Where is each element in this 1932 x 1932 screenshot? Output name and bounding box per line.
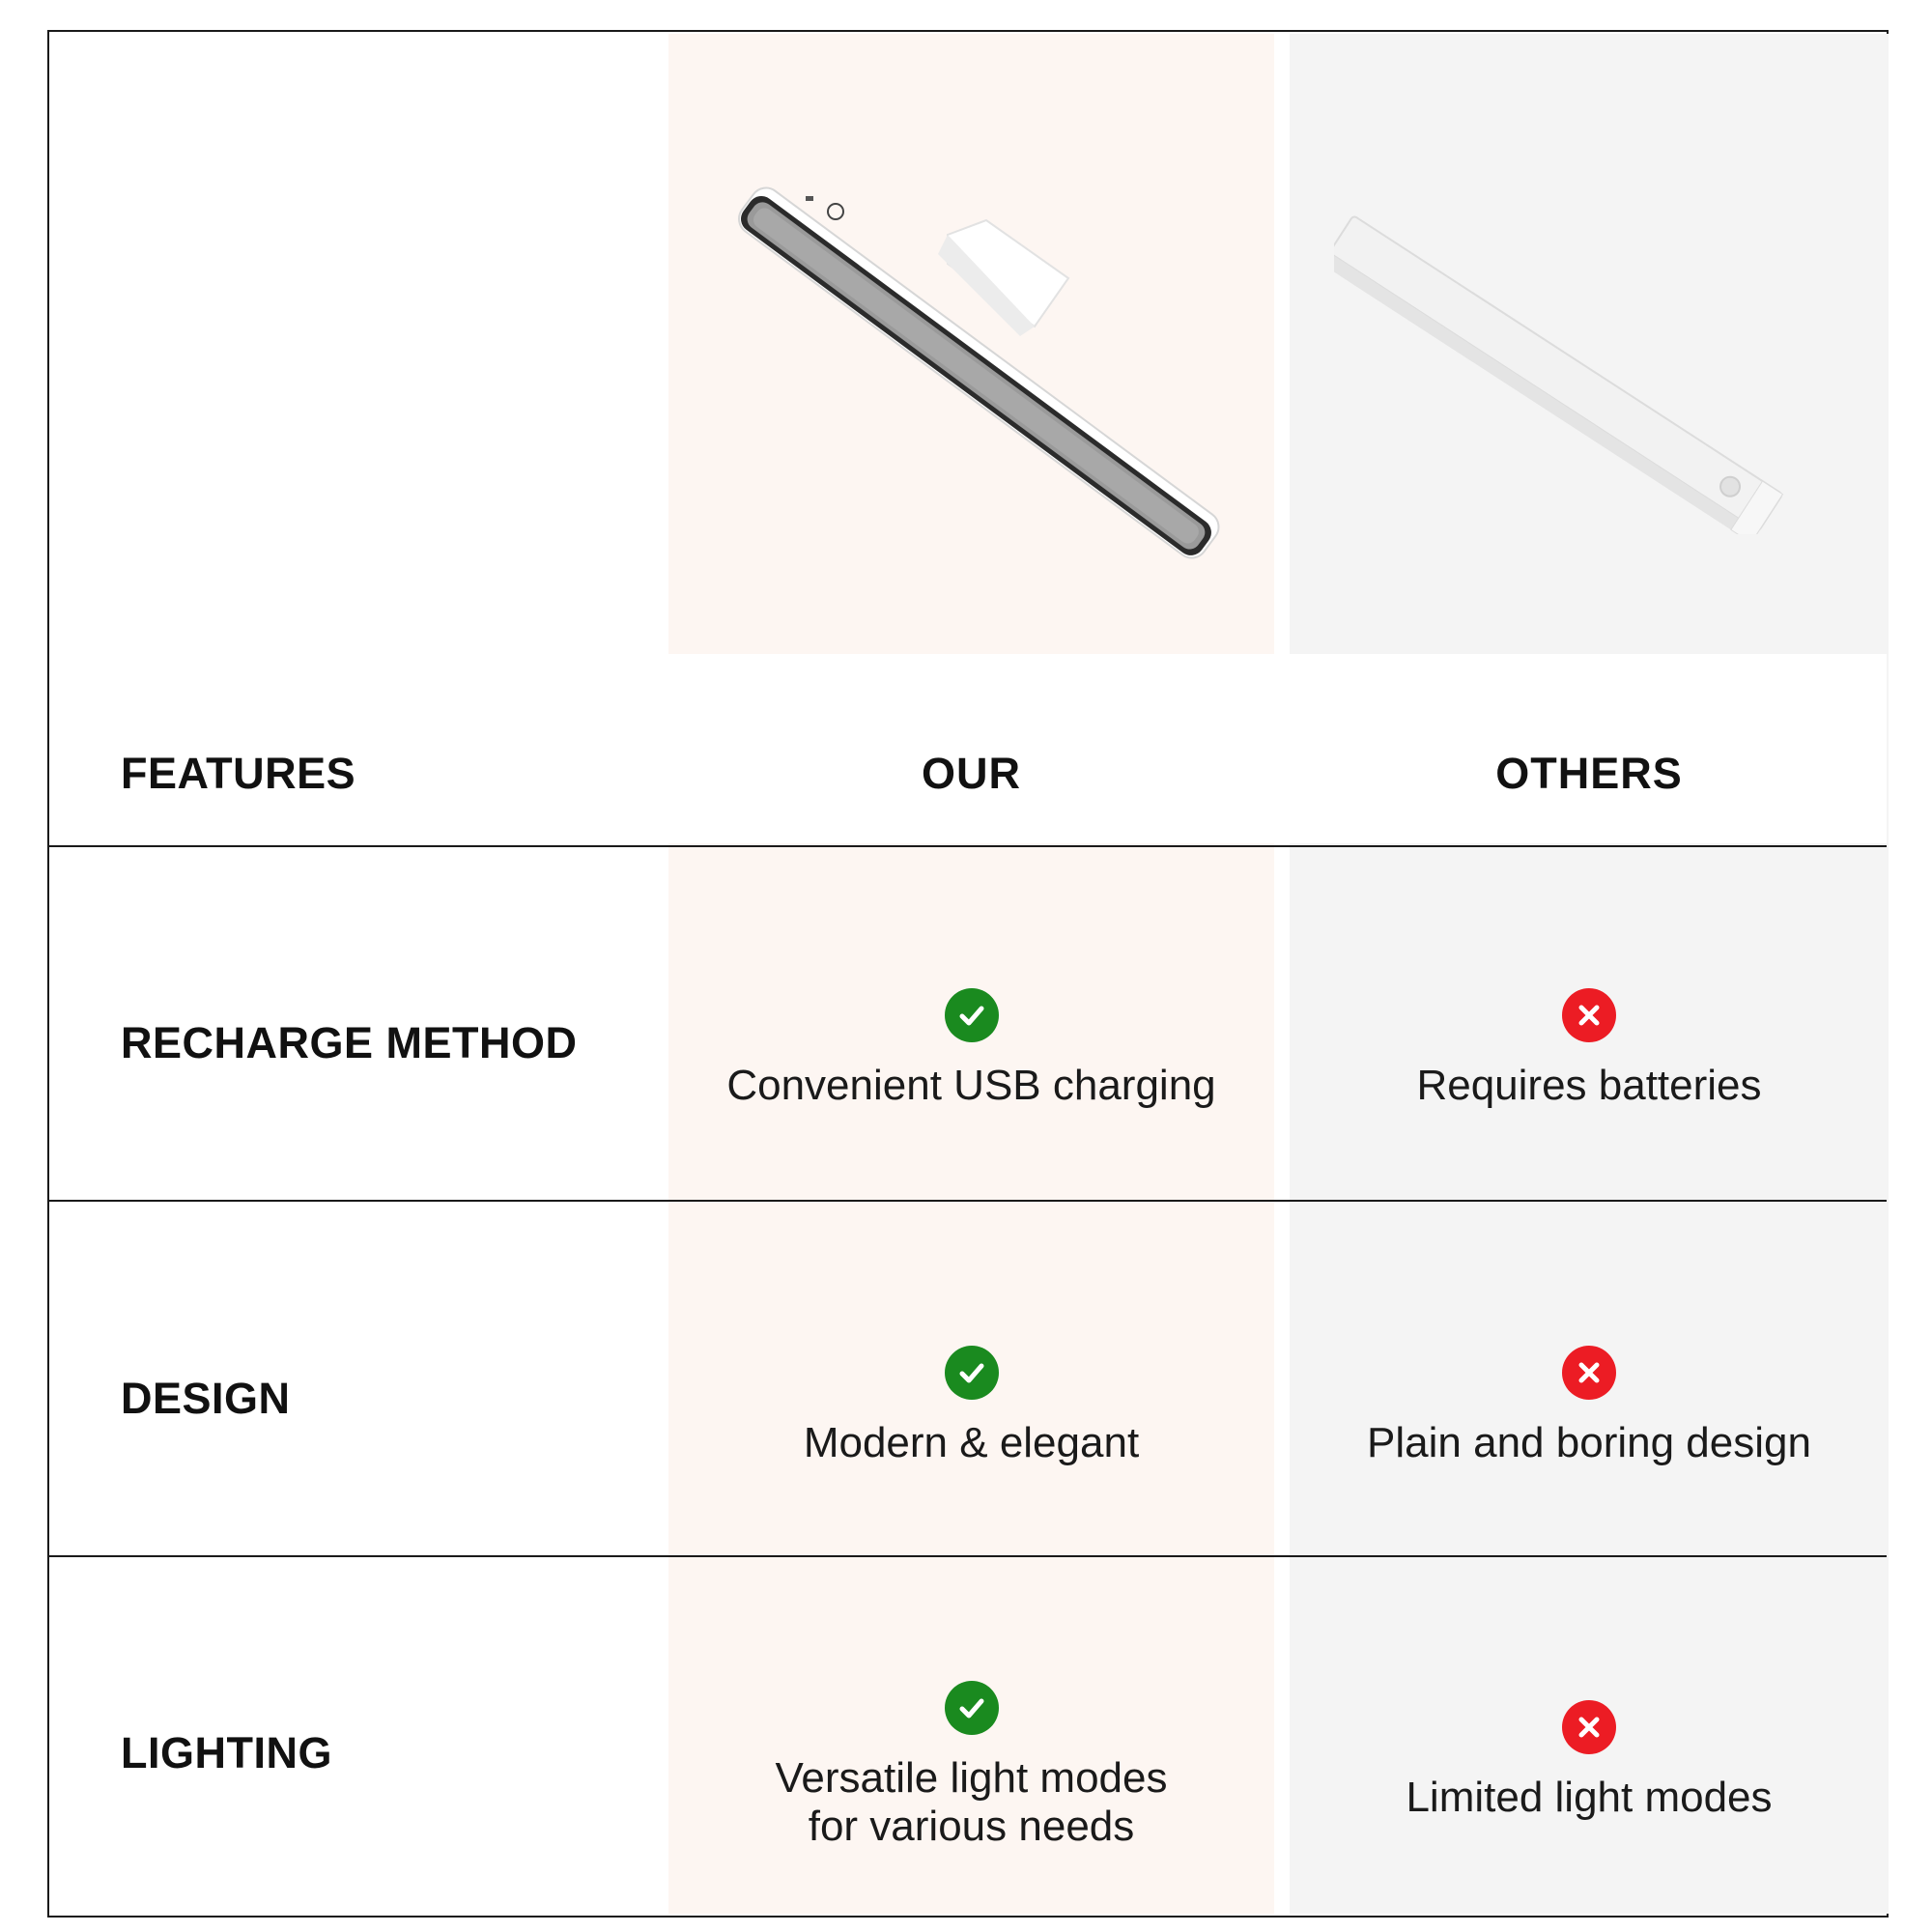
- our-design-cell: [668, 1346, 1274, 1467]
- row-divider: [49, 1200, 1887, 1202]
- feature-label-lighting: LIGHTING: [121, 1728, 332, 1777]
- feature-label-recharge-method: RECHARGE METHOD: [121, 1018, 578, 1067]
- check-circle-icon: [945, 1681, 999, 1735]
- our-product-image: [706, 119, 1305, 621]
- our-lighting-text-line1: Versatile light modes: [775, 1754, 1168, 1802]
- our-lighting-cell: [668, 1681, 1274, 1851]
- others-lighting-text: Limited light modes: [1406, 1774, 1773, 1821]
- check-circle-icon: [945, 1346, 999, 1400]
- others-product-image: [1334, 186, 1904, 534]
- others-lighting-cell: [1290, 1700, 1889, 1822]
- x-circle-icon: [1562, 1700, 1616, 1754]
- x-circle-icon: [1562, 1346, 1616, 1400]
- our-recharge-text: Convenient USB charging: [726, 1062, 1216, 1109]
- others-design-cell: [1290, 1346, 1889, 1467]
- our-design-text: Modern & elegant: [803, 1419, 1140, 1466]
- check-circle-icon: [945, 988, 999, 1042]
- feature-label-design: DESIGN: [121, 1374, 291, 1423]
- our-recharge-cell: [668, 988, 1274, 1110]
- comparison-table: [47, 30, 1889, 1918]
- others-column-header: OTHERS: [1495, 749, 1683, 798]
- our-column-header: OUR: [922, 749, 1021, 798]
- row-divider: [49, 845, 1887, 847]
- row-divider: [49, 1555, 1887, 1557]
- x-circle-icon: [1562, 988, 1616, 1042]
- others-design-text: Plain and boring design: [1367, 1419, 1811, 1466]
- others-recharge-text: Requires batteries: [1416, 1062, 1762, 1109]
- our-lighting-text-line2: for various needs: [808, 1803, 1135, 1850]
- features-header: FEATURES: [121, 749, 356, 798]
- others-recharge-cell: [1290, 988, 1889, 1110]
